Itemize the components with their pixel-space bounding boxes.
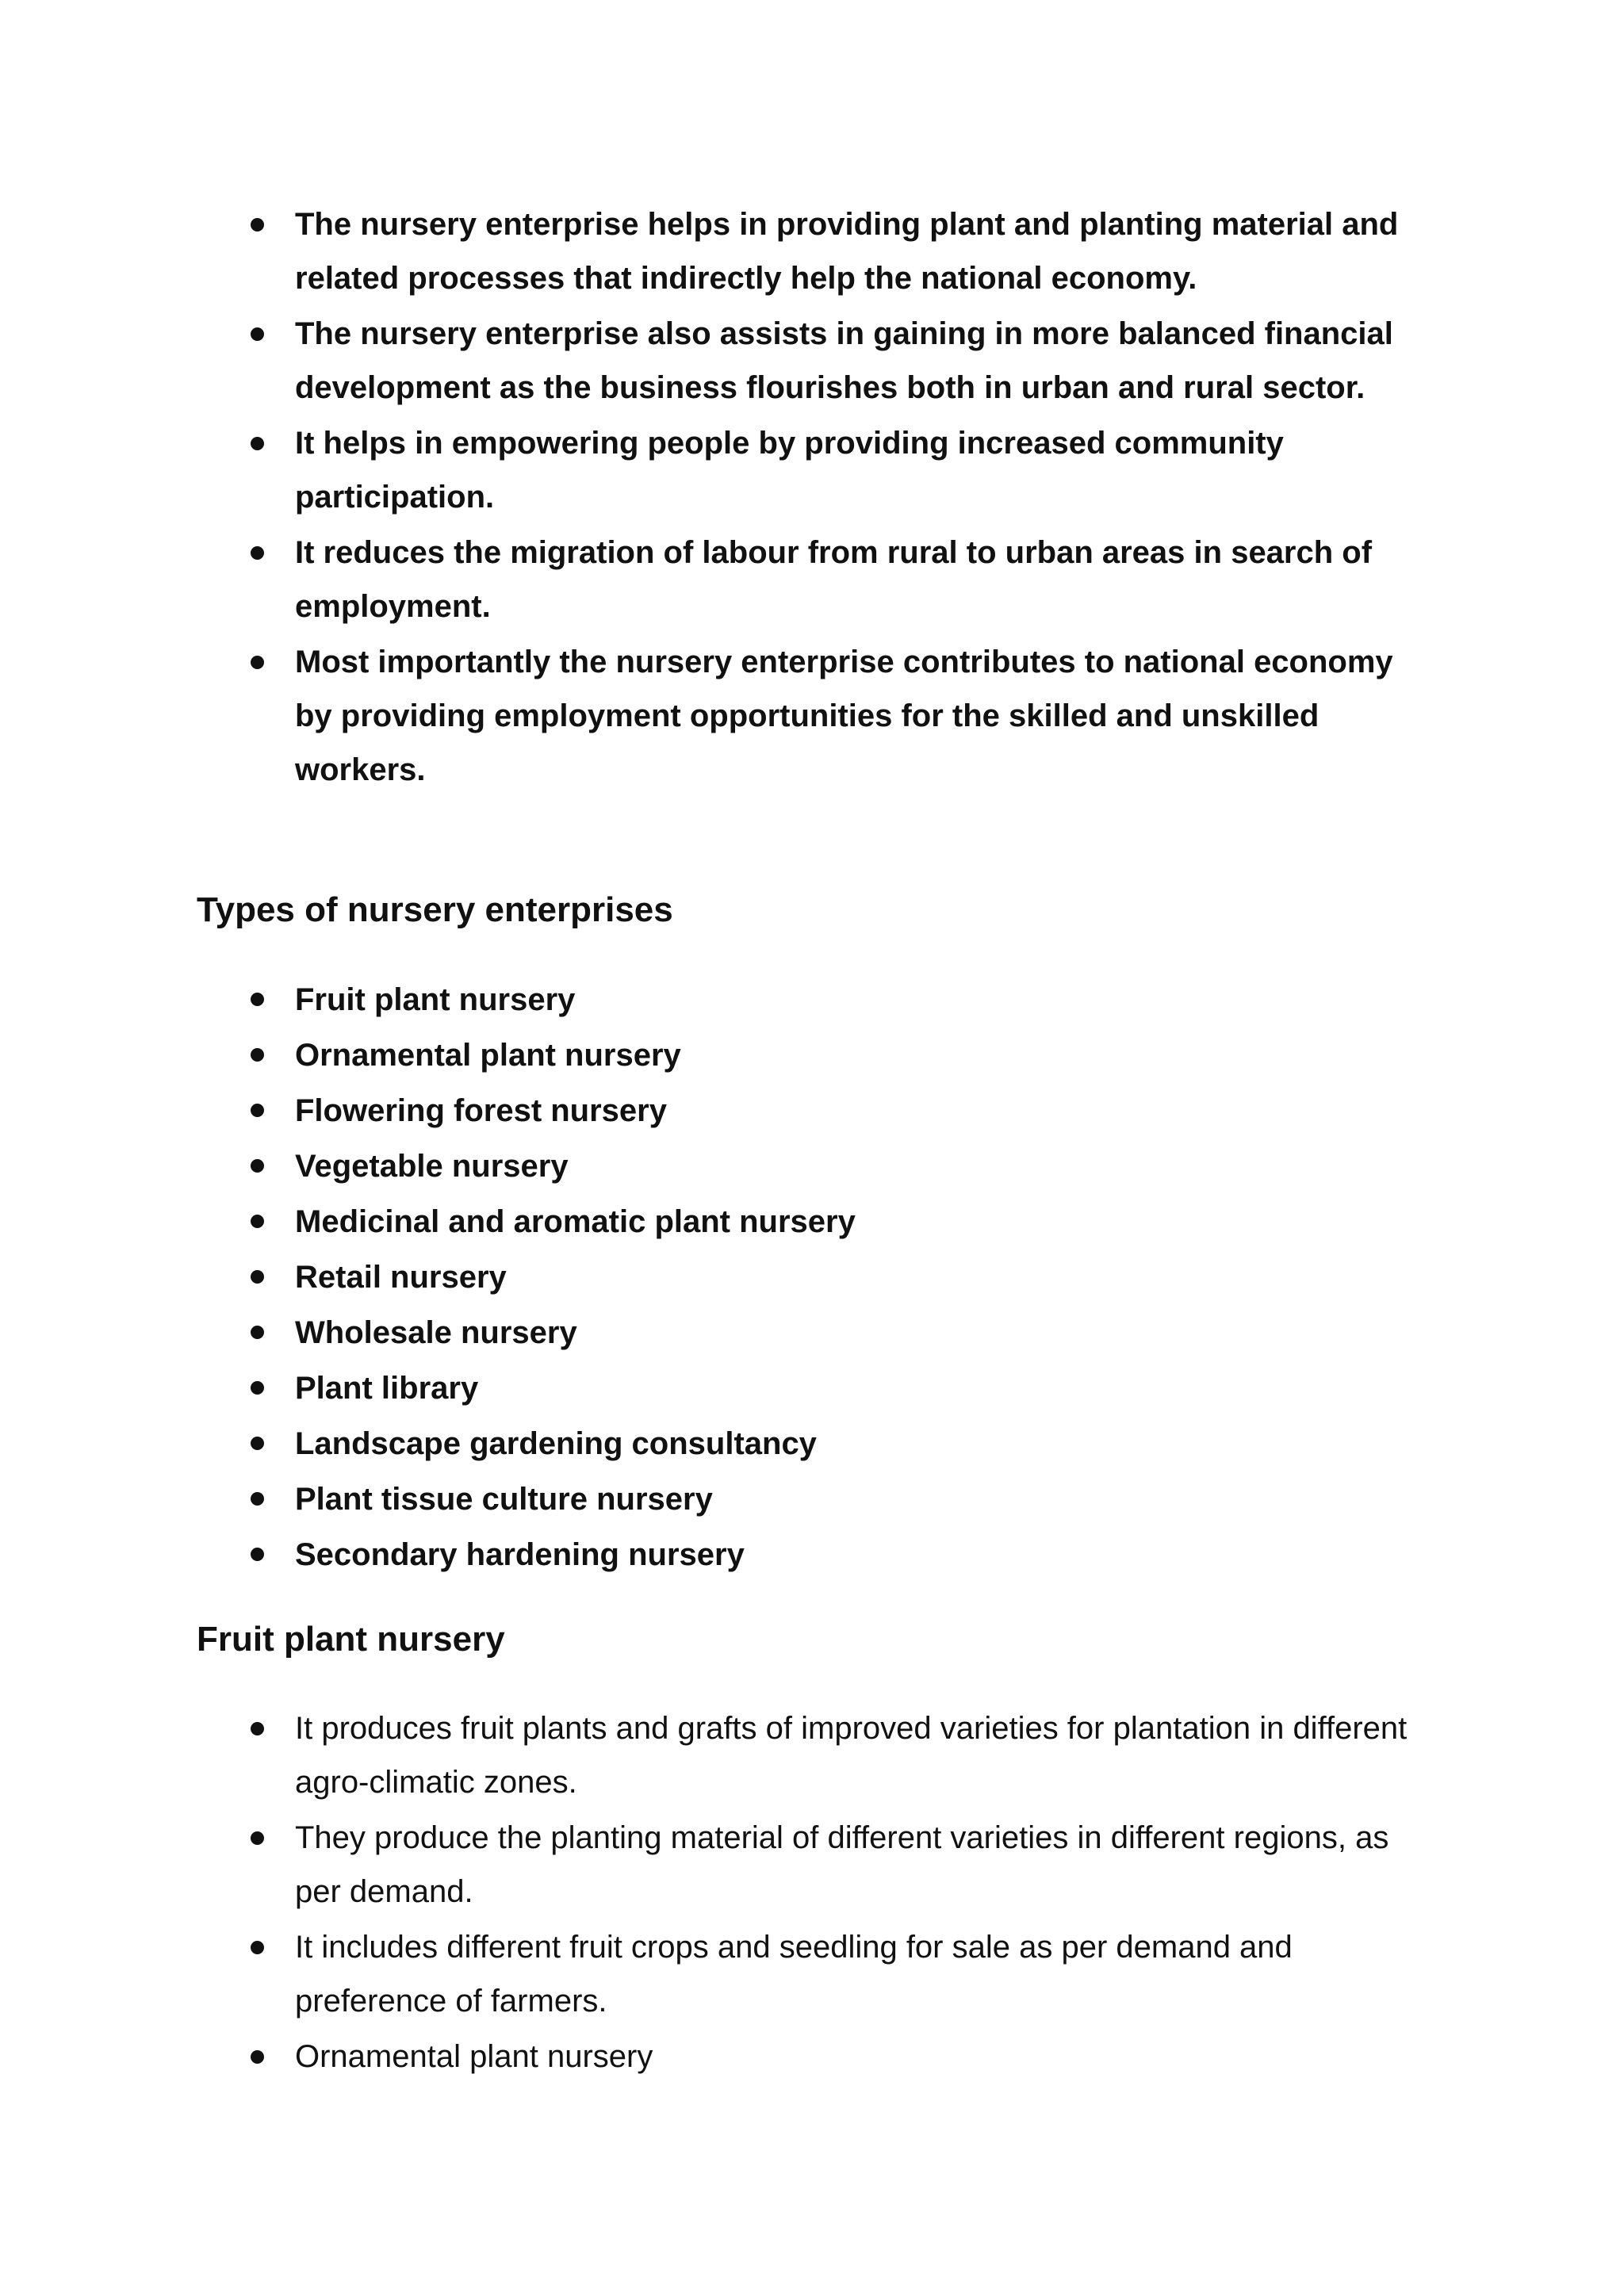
list-item-text: It produces fruit plants and grafts of improved varieties for plantation in different agro-climatic zones. [295,1711,1408,1800]
list-item [0,1083,1437,1138]
list-item-text: Plant tissue culture nursery [295,1482,713,1517]
list-item-text: Flowering forest nursery [295,1093,667,1128]
list-item-text: The nursery enterprise also assists in gaining in more balanced financial development as the business flourishes both in urban and rural sector. [295,316,1393,405]
bullet-icon [251,1326,264,1339]
list-item [0,2030,1437,2084]
intro-list [0,197,1624,797]
list-item [0,1811,1437,1919]
bullet-icon [251,993,264,1006]
types-section [0,972,1624,1582]
list-item [0,635,1437,797]
bullet-icon [251,1104,264,1117]
list-item-text: Landscape gardening consultancy [295,1426,817,1461]
list-item-text: Wholesale nursery [295,1315,577,1350]
intro-section [0,197,1624,797]
bullet-icon [251,1722,264,1735]
bullet-icon [251,1270,264,1284]
bullet-icon [251,1381,264,1395]
bullet-icon [251,2050,264,2064]
list-item [0,1416,1437,1471]
bullet-icon [251,1437,264,1450]
list-item [0,1305,1437,1360]
bullet-icon [251,327,264,341]
list-item [0,1138,1437,1194]
list-item-text: They produce the planting material of different varieties in different regions, as per demand. [295,1820,1389,1909]
list-item [0,1360,1437,1416]
list-item [0,1194,1437,1249]
fruit-list [0,1701,1624,2084]
bullet-icon [251,656,264,669]
list-item [0,1027,1437,1083]
list-item [0,972,1437,1027]
list-item [0,1527,1437,1582]
bullet-icon [251,437,264,450]
list-item [0,307,1437,415]
list-item [0,1249,1437,1305]
list-item-text: It includes different fruit crops and seedling for sale as per demand and preference of farmers. [295,1930,1293,2019]
list-item-text: It helps in empowering people by providing increased community participation. [295,426,1284,515]
bullet-icon [251,546,264,560]
bullet-icon [251,1831,264,1845]
list-item-text: It reduces the migration of labour from rural to urban areas in search of employment. [295,535,1373,624]
list-item-text: The nursery enterprise helps in providing plant and planting material and related processes that indirectly help the national economy. [295,207,1399,296]
list-item-text: Fruit plant nursery [295,982,576,1017]
list-item-text: Retail nursery [295,1260,507,1295]
list-item-text: Medicinal and aromatic plant nursery [295,1204,856,1239]
types-list [0,972,1624,1582]
bullet-icon [251,1941,264,1954]
list-item [0,526,1437,633]
bullet-icon [251,1492,264,1506]
list-item [0,1471,1437,1527]
list-item-text: Vegetable nursery [295,1149,569,1184]
list-item-text: Ornamental plant nursery [295,1038,681,1073]
list-item-text: Most importantly the nursery enterprise contributes to national economy by providing employment opportunities for the skilled and unskilled workers. [295,645,1393,787]
bullet-icon [251,1215,264,1228]
fruit-heading: Fruit plant nursery [197,1620,505,1659]
list-item-text: Secondary hardening nursery [295,1537,745,1572]
bullet-icon [251,1048,264,1062]
bullet-icon [251,1159,264,1173]
bullet-icon [251,218,264,232]
fruit-section [0,1701,1624,2084]
list-item [0,1701,1437,1809]
list-item [0,197,1437,305]
list-item-text: Ornamental plant nursery [295,2039,653,2074]
list-item-text: Plant library [295,1371,479,1406]
types-heading: Types of nursery enterprises [197,890,673,929]
list-item [0,1920,1437,2028]
bullet-icon [251,1548,264,1561]
list-item [0,416,1437,524]
